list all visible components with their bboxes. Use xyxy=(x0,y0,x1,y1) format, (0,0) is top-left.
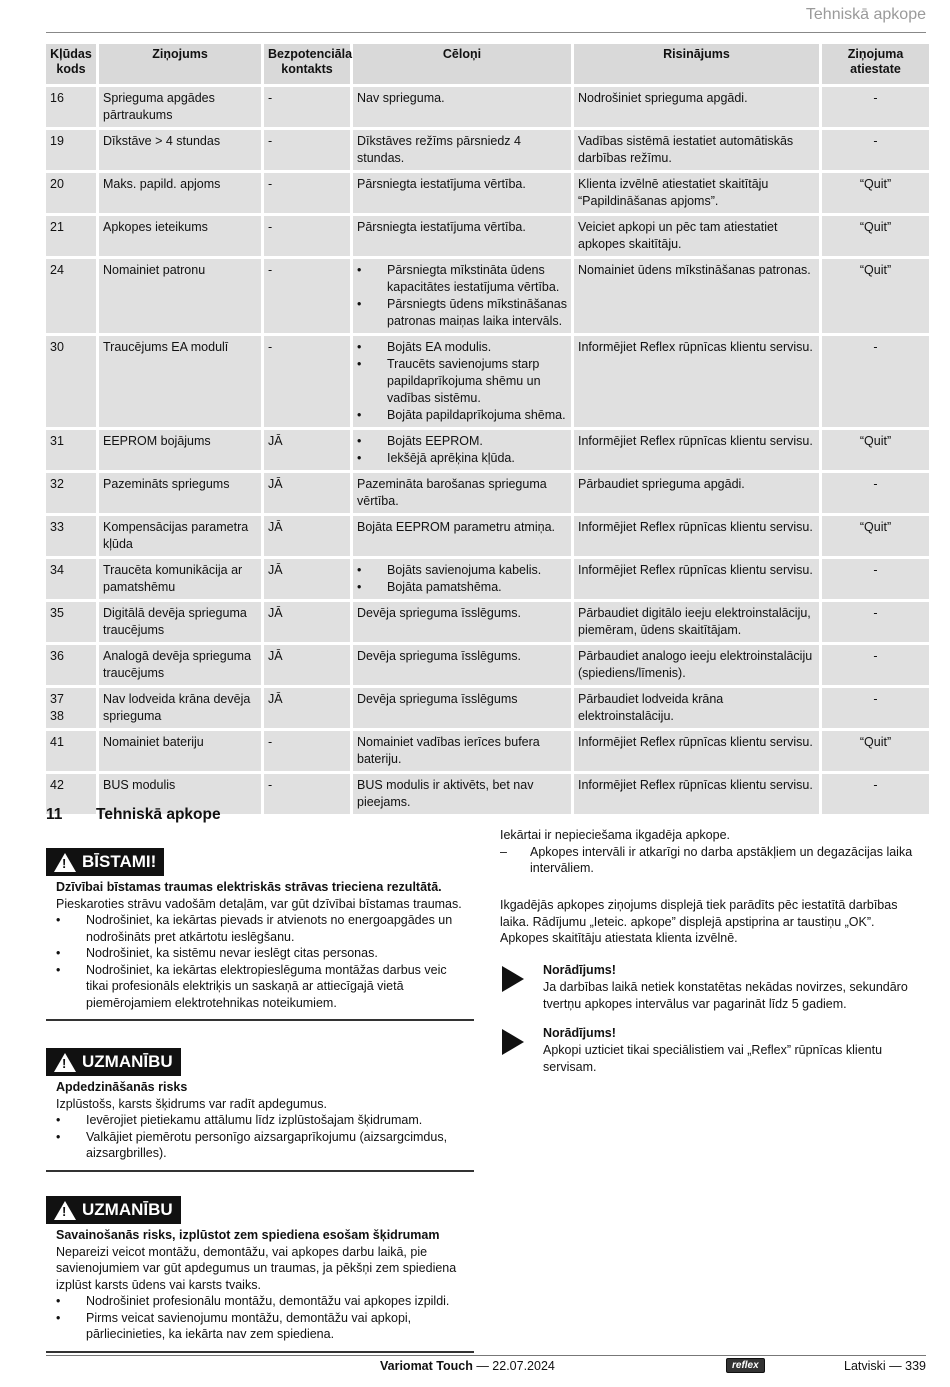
cell-causes: Nomainiet vadības ierīces bufera bateriju. xyxy=(353,731,571,771)
cell-reset: - xyxy=(822,688,929,728)
footer-divider xyxy=(46,1355,926,1356)
section-title: Tehniskā apkope xyxy=(96,806,221,823)
dash-item: – Apkopes intervāli ir atkarīgi no darba apstākļiem un degazācijas laika intervāliem. xyxy=(500,844,925,877)
cell-solution: Informējiet Reflex rūpnīcas klientu servisu. xyxy=(574,336,819,427)
table-row xyxy=(46,688,929,728)
cell-solution: Informējiet Reflex rūpnīcas klientu servisu. xyxy=(574,731,819,771)
cell-code: 34 xyxy=(46,559,96,599)
cell-solution: Informējiet Reflex rūpnīcas klientu servisu. xyxy=(574,559,819,599)
cell-code: 30 xyxy=(46,336,96,427)
cell-code: 32 xyxy=(46,473,96,513)
causes-list xyxy=(357,562,567,596)
list-item: • Iekšējā aprēķina kļūda. xyxy=(387,450,567,467)
cell-code: 31 xyxy=(46,430,96,470)
list-item: • Nodrošiniet, ka iekārtas pievads ir atvienots no energoapgādes un nodrošināts pret atkārtotu ieslēgšanu. xyxy=(86,912,464,945)
cell-reset: - xyxy=(822,602,929,642)
cell-code: 20 xyxy=(46,173,96,213)
warning-text: Nepareizi veicot montāžu, demontāžu, vai apkopes darbu laikā, pie savienojumiem var gūt apdegumus un traumas, ja pēkšņi zem spiediena izplūst karsts ūdens vai karsts tvaiks. xyxy=(56,1244,457,1292)
arrow-right-icon xyxy=(502,966,524,992)
cell-contact: JĀ xyxy=(264,645,350,685)
col-header-contact: Bezpotenciāla kontakts xyxy=(264,44,350,84)
table-row xyxy=(46,216,929,256)
note-box xyxy=(500,1025,925,1076)
cell-contact: - xyxy=(264,173,350,213)
cell-solution: Informējiet Reflex rūpnīcas klientu servisu. xyxy=(574,774,819,814)
cell-reset: - xyxy=(822,774,929,814)
maintenance-intro xyxy=(500,827,925,877)
cell-contact: - xyxy=(264,336,350,427)
footer-product: Variomat Touch xyxy=(380,1359,473,1373)
paragraph: Iekārtai ir nepieciešama ikgadēja apkope. xyxy=(500,828,730,842)
table-header-row xyxy=(46,44,929,84)
reflex-logo: reflex xyxy=(726,1358,765,1373)
warning-text: Izplūstošs, karsts šķidrums var radīt apdegumus. xyxy=(56,1096,327,1111)
list-item: • Nodrošiniet, ka iekārtas elektropieslēguma montāžas darbus veic tikai profesionāls elektriķis un saskaņā ar attiecīgajā vietā piemērojamiem elektrotehnikas noteikumiem. xyxy=(86,962,464,1012)
table-row xyxy=(46,473,929,513)
cell-code: 41 xyxy=(46,731,96,771)
cell-code: 33 xyxy=(46,516,96,556)
warning-triangle-icon: ! xyxy=(54,1201,76,1220)
cell-reset: - xyxy=(822,87,929,127)
col-header-message: Ziņojums xyxy=(99,44,261,84)
note-label: Norādījums! xyxy=(543,1026,616,1040)
running-header: Tehniskā apkope xyxy=(805,6,926,23)
warning-text: Pieskaroties strāvu vadošām detaļām, var gūt dzīvībai bīstamas traumas. xyxy=(56,896,462,911)
cell-causes xyxy=(353,430,571,470)
caution-label: UZMANĪBU xyxy=(82,1052,173,1071)
table-row xyxy=(46,645,929,685)
cell-causes xyxy=(353,559,571,599)
causes-list xyxy=(357,339,567,424)
table-row xyxy=(46,173,929,213)
list-item: • Valkājiet piemērotu personīgo aizsargaprīkojumu (aizsargcimdus, aizsargbrilles). xyxy=(86,1129,464,1162)
list-item: • Traucēts savienojums starp papildaprīkojuma shēmu un vadības sistēmu. xyxy=(387,356,567,407)
cell-code: 35 xyxy=(46,602,96,642)
warning-list xyxy=(56,912,464,1011)
list-item: • Bojāts savienojuma kabelis. xyxy=(387,562,567,579)
table-row xyxy=(46,336,929,427)
cell-causes: Dīkstāves režīms pārsniedz 4 stundas. xyxy=(353,130,571,170)
list-item: • Nodrošiniet profesionālu montāžu, demontāžu vai apkopes izpildi. xyxy=(86,1293,464,1310)
table-row xyxy=(46,259,929,333)
cell-contact: - xyxy=(264,731,350,771)
footer-date: — 22.07.2024 xyxy=(476,1359,555,1373)
cell-contact: - xyxy=(264,130,350,170)
col-header-reset: Ziņojuma atiestate xyxy=(822,44,929,84)
cell-causes: Bojāta EEPROM parametru atmiņa. xyxy=(353,516,571,556)
cell-causes: Pazemināta barošanas sprieguma vērtība. xyxy=(353,473,571,513)
warning-list xyxy=(56,1112,464,1162)
cell-message: Analogā devēja sprieguma traucējums xyxy=(99,645,261,685)
table-row xyxy=(46,731,929,771)
causes-list xyxy=(357,433,567,467)
list-item: • Bojāta pamatshēma. xyxy=(387,579,567,596)
cell-reset: - xyxy=(822,645,929,685)
cell-causes: Nav sprieguma. xyxy=(353,87,571,127)
list-item: • Bojāts EEPROM. xyxy=(387,433,567,450)
cell-reset: “Quit” xyxy=(822,259,929,333)
warning-heading: Savainošanās risks, izplūstot zem spiediena esošam šķidrumam xyxy=(56,1228,440,1242)
cell-message: Maks. papild. apjoms xyxy=(99,173,261,213)
table-row xyxy=(46,516,929,556)
col-header-code: Kļūdas kods xyxy=(46,44,96,84)
cell-causes: Devēja sprieguma īsslēgums. xyxy=(353,645,571,685)
cell-reset: “Quit” xyxy=(822,731,929,771)
cell-reset: - xyxy=(822,130,929,170)
list-item: • Pirms veicat savienojumu montāžu, demontāžu vai apkopi, pārliecinieties, ka iekārta nav zem spiediena. xyxy=(86,1310,464,1343)
cell-solution: Informējiet Reflex rūpnīcas klientu servisu. xyxy=(574,430,819,470)
cell-message: EEPROM bojājums xyxy=(99,430,261,470)
danger-warning-box xyxy=(46,848,474,1021)
cell-causes: Pārsniegta iestatījuma vērtība. xyxy=(353,216,571,256)
section-heading xyxy=(46,806,221,824)
note-text: Apkopi uzticiet tikai speciālistiem vai „Reflex” rūpnīcas klientu servisam. xyxy=(543,1043,883,1074)
list-item: • Pārsniegts ūdens mīkstināšanas patronas maiņas laika intervāls. xyxy=(387,296,567,330)
cell-message: Traucējums EA modulī xyxy=(99,336,261,427)
danger-label: BĪSTAMI! xyxy=(82,852,157,871)
cell-contact: JĀ xyxy=(264,602,350,642)
cell-message: Pazemināts spriegums xyxy=(99,473,261,513)
cell-reset: “Quit” xyxy=(822,173,929,213)
table-row xyxy=(46,430,929,470)
cell-message: BUS modulis xyxy=(99,774,261,814)
cell-reset: “Quit” xyxy=(822,430,929,470)
cell-solution: Veiciet apkopi un pēc tam atiestatiet apkopes skaitītāju. xyxy=(574,216,819,256)
cell-reset: - xyxy=(822,473,929,513)
cell-contact: - xyxy=(264,216,350,256)
cell-solution: Informējiet Reflex rūpnīcas klientu servisu. xyxy=(574,516,819,556)
cell-code: 24 xyxy=(46,259,96,333)
cell-code: 16 xyxy=(46,87,96,127)
cell-solution: Pārbaudiet sprieguma apgādi. xyxy=(574,473,819,513)
cell-contact: JĀ xyxy=(264,473,350,513)
table-row xyxy=(46,130,929,170)
caution-pressure-box xyxy=(46,1196,474,1353)
arrow-right-icon xyxy=(502,1029,524,1055)
cell-code: 19 xyxy=(46,130,96,170)
footer-document xyxy=(380,1359,555,1373)
cell-reset: - xyxy=(822,336,929,427)
note-box xyxy=(500,962,925,1013)
cell-solution: Nodrošiniet sprieguma apgādi. xyxy=(574,87,819,127)
header-divider xyxy=(46,32,926,33)
list-item: • Ievērojiet pietiekamu attālumu līdz izplūstošajam šķidrumam. xyxy=(86,1112,464,1129)
table-row xyxy=(46,602,929,642)
cell-causes: Pārsniegta iestatījuma vērtība. xyxy=(353,173,571,213)
cell-solution: Pārbaudiet lodveida krāna elektroinstalāciju. xyxy=(574,688,819,728)
cell-message: Digitālā devēja sprieguma traucējums xyxy=(99,602,261,642)
table-row xyxy=(46,559,929,599)
col-header-causes: Cēloņi xyxy=(353,44,571,84)
note-text: Ja darbības laikā netiek konstatētas nekādas novirzes, sekundāro tvertņu apkopes intervālus var pagarināt līdz 5 gadiem. xyxy=(543,980,908,1011)
warning-heading: Dzīvībai bīstamas traumas elektriskās strāvas trieciena rezultātā. xyxy=(56,880,442,894)
cell-reset: - xyxy=(822,559,929,599)
section-number: 11 xyxy=(46,806,63,823)
error-code-table xyxy=(43,41,932,817)
cell-causes xyxy=(353,336,571,427)
caution-burn-box xyxy=(46,1048,474,1172)
warning-heading: Apdedzināšanās risks xyxy=(56,1080,188,1094)
cell-code: 37 38 xyxy=(46,688,96,728)
cell-solution: Pārbaudiet analogo ieeju elektroinstalāciju (spiediens/līmenis). xyxy=(574,645,819,685)
cell-contact: JĀ xyxy=(264,559,350,599)
list-item: • Bojāta papildaprīkojuma shēma. xyxy=(387,407,567,424)
cell-reset: “Quit” xyxy=(822,516,929,556)
list-item: • Bojāts EA modulis. xyxy=(387,339,567,356)
cell-contact: JĀ xyxy=(264,688,350,728)
cell-message: Kompensācijas parametra kļūda xyxy=(99,516,261,556)
list-item: • Nodrošiniet, ka sistēmu nevar ieslēgt citas personas. xyxy=(86,945,464,962)
cell-code: 36 xyxy=(46,645,96,685)
cell-message: Nav lodveida krāna devēja sprieguma xyxy=(99,688,261,728)
cell-solution: Klienta izvēlnē atiestatiet skaitītāju “Papildināšanas apjoms”. xyxy=(574,173,819,213)
cell-causes: Devēja sprieguma īsslēgums. xyxy=(353,602,571,642)
cell-contact: - xyxy=(264,259,350,333)
cell-message: Traucēta komunikācija ar pamatshēmu xyxy=(99,559,261,599)
cell-code: 42 xyxy=(46,774,96,814)
cell-contact: JĀ xyxy=(264,430,350,470)
caution-badge xyxy=(46,1196,181,1224)
cell-causes: Devēja sprieguma īsslēgums xyxy=(353,688,571,728)
footer-page: Latviski — 339 xyxy=(844,1359,926,1373)
cell-message: Dīkstāve > 4 stundas xyxy=(99,130,261,170)
cell-contact: - xyxy=(264,87,350,127)
causes-list xyxy=(357,262,567,330)
cell-message: Apkopes ieteikums xyxy=(99,216,261,256)
caution-label: UZMANĪBU xyxy=(82,1200,173,1219)
cell-message: Sprieguma apgādes pārtraukums xyxy=(99,87,261,127)
note-label: Norādījums! xyxy=(543,963,616,977)
cell-reset: “Quit” xyxy=(822,216,929,256)
cell-message: Nomainiet patronu xyxy=(99,259,261,333)
warning-list xyxy=(56,1293,464,1343)
cell-contact: - xyxy=(264,774,350,814)
cell-contact: JĀ xyxy=(264,516,350,556)
cell-causes xyxy=(353,259,571,333)
table-row xyxy=(46,87,929,127)
danger-badge xyxy=(46,848,164,876)
cell-solution: Nomainiet ūdens mīkstināšanas patronas. xyxy=(574,259,819,333)
warning-triangle-icon: ! xyxy=(54,1053,76,1072)
warning-triangle-icon: ! xyxy=(54,853,76,872)
cell-message: Nomainiet bateriju xyxy=(99,731,261,771)
cell-causes: BUS modulis ir aktivēts, bet nav pieejams. xyxy=(353,774,571,814)
cell-code: 21 xyxy=(46,216,96,256)
maintenance-paragraph: Ikgadējās apkopes ziņojums displejā tiek parādīts pēc iestatītā darbības laika. Rādījumu „Ieteic. apkope” displejā apstiprina ar taustiņu „OK”. Apkopes skaitītāju atiestata klienta izvēlnē. xyxy=(500,898,898,945)
caution-badge xyxy=(46,1048,181,1076)
cell-solution: Vadības sistēmā iestatiet automātiskās darbības režīmu. xyxy=(574,130,819,170)
cell-solution: Pārbaudiet digitālo ieeju elektroinstalāciju, piemēram, ūdens skaitītājam. xyxy=(574,602,819,642)
col-header-solution: Risinājums xyxy=(574,44,819,84)
list-item: • Pārsniegta mīkstināta ūdens kapacitātes iestatījuma vērtība. xyxy=(387,262,567,296)
